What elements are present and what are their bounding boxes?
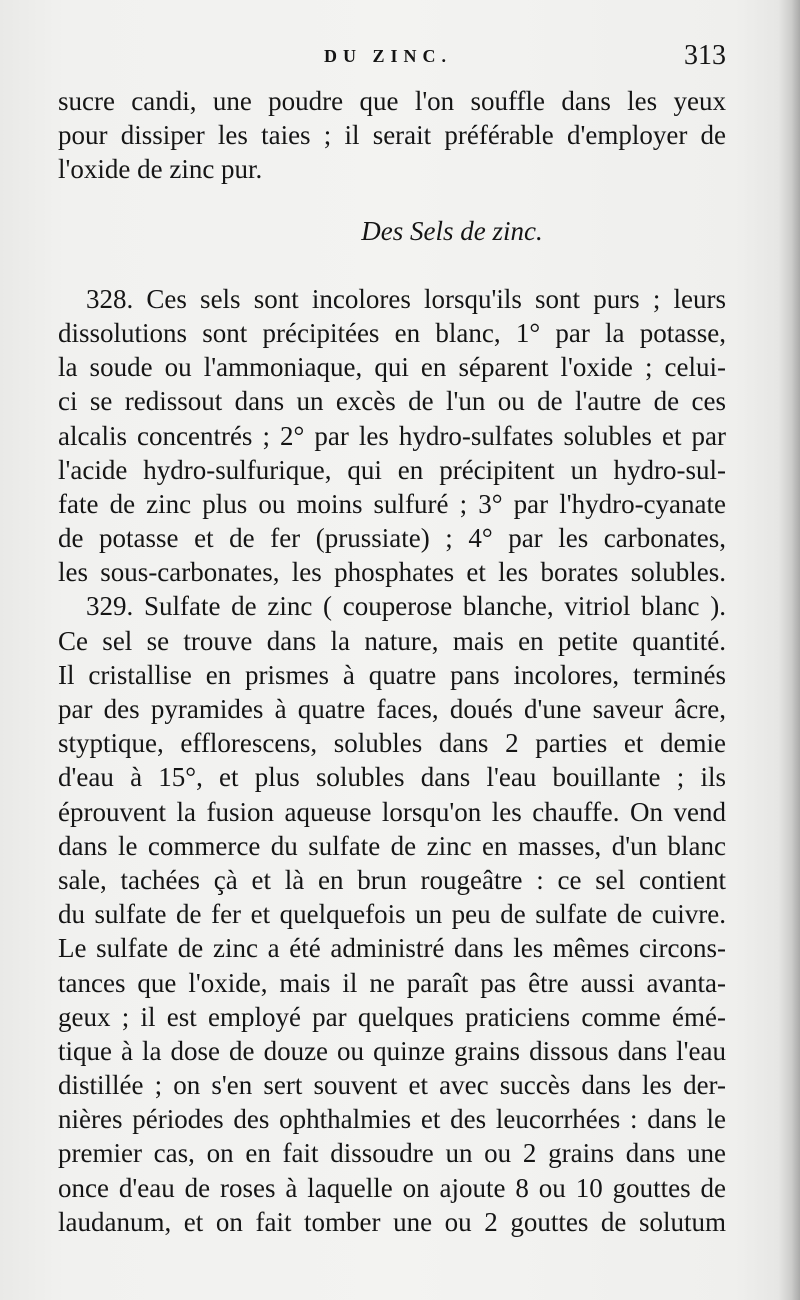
text-line: par des pyramides à quatre faces, doués d'une saveur âcre, [58, 694, 726, 724]
text-line: dans le commerce du sulfate de zinc en masses, d'un blanc [58, 830, 726, 861]
text-line: 328. Ces sels sont incolores lorsqu'ils sont purs ; leurs [86, 283, 726, 314]
text-line: d'eau à 15°, et plus solubles dans l'eau bouillante ; ils [58, 762, 726, 793]
page-gutter-shadow [778, 0, 800, 1300]
text-line: les sous-carbonates, les phosphates et les borates solubles. [58, 557, 726, 588]
body-text [58, 84, 726, 1239]
text-line: premier cas, on en fait dissoudre un ou 2 grains dans une [58, 1138, 726, 1169]
text-line: du sulfate de fer et quelquefois un peu de sulfate de cuivre. [58, 899, 726, 930]
section-heading: Des Sels de zinc. [361, 215, 543, 246]
text-line: fate de zinc plus ou moins sulfuré ; 3° par l'hydro-cyanate [58, 488, 726, 519]
text-line: sale, tachées çà et là en brun rougeâtre : ce sel contient [58, 864, 726, 895]
text-line: distillée ; on s'en sert souvent et avec succès dans les der- [58, 1070, 726, 1101]
text-line: ci se redissout dans un excès de l'un ou de l'autre de ces [58, 386, 726, 417]
text-line: Il cristallise en prismes à quatre pans incolores, terminés [58, 659, 726, 690]
text-line: styptique, efflorescens, solubles dans 2 parties et demie [58, 728, 726, 759]
page-header [60, 40, 726, 80]
text-line: sucre candi, une poudre que l'on souffle dans les yeux [58, 86, 726, 116]
page-number: 313 [684, 40, 726, 71]
text-line: tique à la dose de douze ou quinze grains dissous dans l'eau [58, 1035, 726, 1066]
text-line: nières périodes des ophthalmies et des leucorrhées : dans le [58, 1104, 726, 1135]
text-line: once d'eau de roses à laquelle on ajoute 8 ou 10 gouttes de [58, 1172, 726, 1203]
text-line: l'acide hydro-sulfurique, qui en précipitent un hydro-sul- [58, 454, 726, 485]
text-line: Le sulfate de zinc a été administré dans les mêmes circons- [58, 933, 726, 964]
text-line: 329. Sulfate de zinc ( couperose blanche, vitriol blanc ). [86, 591, 726, 622]
running-head: DU ZINC. [324, 46, 453, 66]
text-line: de potasse et de fer (prussiate) ; 4° par les carbonates, [58, 523, 726, 554]
text-line: la soude ou l'ammoniaque, qui en séparent l'oxide ; celui- [58, 352, 726, 383]
text-line: laudanum, et on fait tomber une ou 2 gouttes de solutum [58, 1206, 726, 1237]
paragraph-329 [58, 589, 726, 1239]
text-line: geux ; il est employé par quelques praticiens comme émé- [58, 1001, 726, 1032]
paragraph-328 [58, 282, 726, 590]
text-line: dissolutions sont précipitées en blanc, 1° par la potasse, [58, 317, 726, 348]
text-line: pour dissiper les taies ; il serait préférable d'employer de [58, 120, 726, 151]
text-line: tances que l'oxide, mais il ne paraît pas être aussi avanta- [58, 967, 726, 998]
text-line: l'oxide de zinc pur. [58, 154, 263, 185]
text-line: Ce sel se trouve dans la nature, mais en petite quantité. [58, 625, 726, 656]
text-line: alcalis concentrés ; 2° par les hydro-sulfates solubles et par [58, 420, 726, 451]
text-line: éprouvent la fusion aqueuse lorsqu'on les chauffe. On vend [58, 796, 726, 827]
